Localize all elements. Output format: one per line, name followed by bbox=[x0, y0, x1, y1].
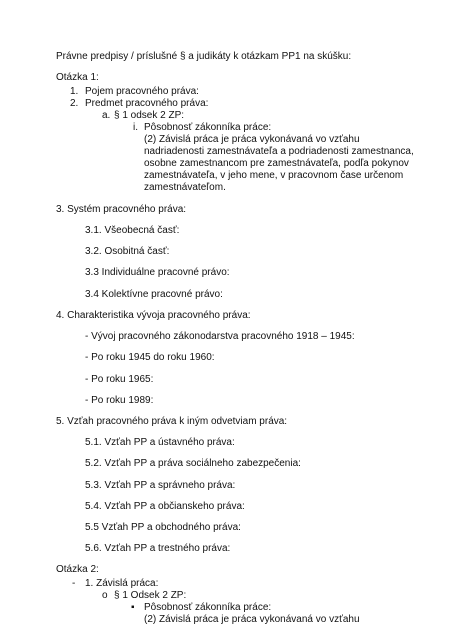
section-4-title: 4. Charakteristika vývoja pracovného práva: bbox=[56, 310, 251, 321]
list-item: Predmet pracovného práva: bbox=[85, 98, 209, 109]
list-item: 3.1. Všeobecná časť: bbox=[85, 225, 180, 236]
list-marker: - bbox=[72, 578, 76, 589]
sublist-item: § 1 Odsek 2 ZP: bbox=[114, 590, 187, 601]
square-bullet-icon: ▪ bbox=[131, 602, 135, 613]
list-marker: 2. bbox=[70, 98, 79, 109]
section-3-title: 3. Systém pracovného práva: bbox=[56, 204, 187, 215]
list-marker: 1. bbox=[70, 86, 79, 97]
section-5-title: 5. Vzťah pracovného práva k iným odvetviam práva: bbox=[56, 416, 288, 427]
list-item: Pojem pracovného práva: bbox=[85, 86, 199, 97]
list-item: 3.4 Kolektívne pracovné právo: bbox=[85, 289, 223, 300]
list-item: - Po roku 1965: bbox=[85, 374, 154, 385]
quote-line: zamestnávateľa, v jeho mene, v pracovnom čase určenom bbox=[144, 170, 404, 181]
quote-line: osobne zamestnancom pre zamestnávateľa, podľa pokynov bbox=[144, 158, 409, 169]
list-item: 3.2. Osobitná časť: bbox=[85, 246, 170, 257]
list-item: 5.3. Vzťah PP a správneho práva: bbox=[85, 480, 236, 491]
question-2-title: Otázka 2: bbox=[56, 564, 99, 575]
quote-line: (2) Závislá práca je práca vykonávaná vo vzťahu bbox=[144, 614, 360, 625]
sublist-marker: a. bbox=[102, 110, 111, 121]
list-item: 3.3 Individuálne pracovné právo: bbox=[85, 267, 230, 278]
list-item: 5.1. Vzťah PP a ústavného práva: bbox=[85, 437, 235, 448]
subsublist-item: Pôsobnosť zákonníka práce: bbox=[144, 602, 272, 613]
list-item: 1. Závislá práca: bbox=[85, 578, 159, 589]
quote-line: (2) Závislá práca je práca vykonávaná vo vzťahu bbox=[144, 134, 360, 145]
list-item: 5.5 Vzťah PP a obchodného práva: bbox=[85, 522, 241, 533]
quote-line: zamestnávateľom. bbox=[144, 182, 226, 193]
list-item: - Po roku 1945 do roku 1960: bbox=[85, 352, 215, 363]
document-heading: Právne predpisy / príslušné § a judikáty k otázkam PP1 na skúšku: bbox=[56, 51, 352, 62]
sublist-marker: o bbox=[102, 590, 108, 601]
list-item: 5.2. Vzťah PP a práva sociálneho zabezpečenia: bbox=[85, 458, 301, 469]
question-1-title: Otázka 1: bbox=[56, 72, 99, 83]
sublist-item: § 1 odsek 2 ZP: bbox=[114, 110, 185, 121]
subsublist-marker: i. bbox=[133, 122, 138, 133]
list-item: - Vývoj pracovného zákonodarstva pracovného 1918 – 1945: bbox=[85, 331, 355, 342]
list-item: 5.6. Vzťah PP a trestného práva: bbox=[85, 543, 231, 554]
list-item: 5.4. Vzťah PP a občianskeho práva: bbox=[85, 501, 245, 512]
subsublist-item: Pôsobnosť zákonníka práce: bbox=[144, 122, 272, 133]
quote-line: nadriadenosti zamestnávateľa a podriadenosti zamestnanca, bbox=[144, 146, 414, 157]
list-item: - Po roku 1989: bbox=[85, 395, 154, 406]
